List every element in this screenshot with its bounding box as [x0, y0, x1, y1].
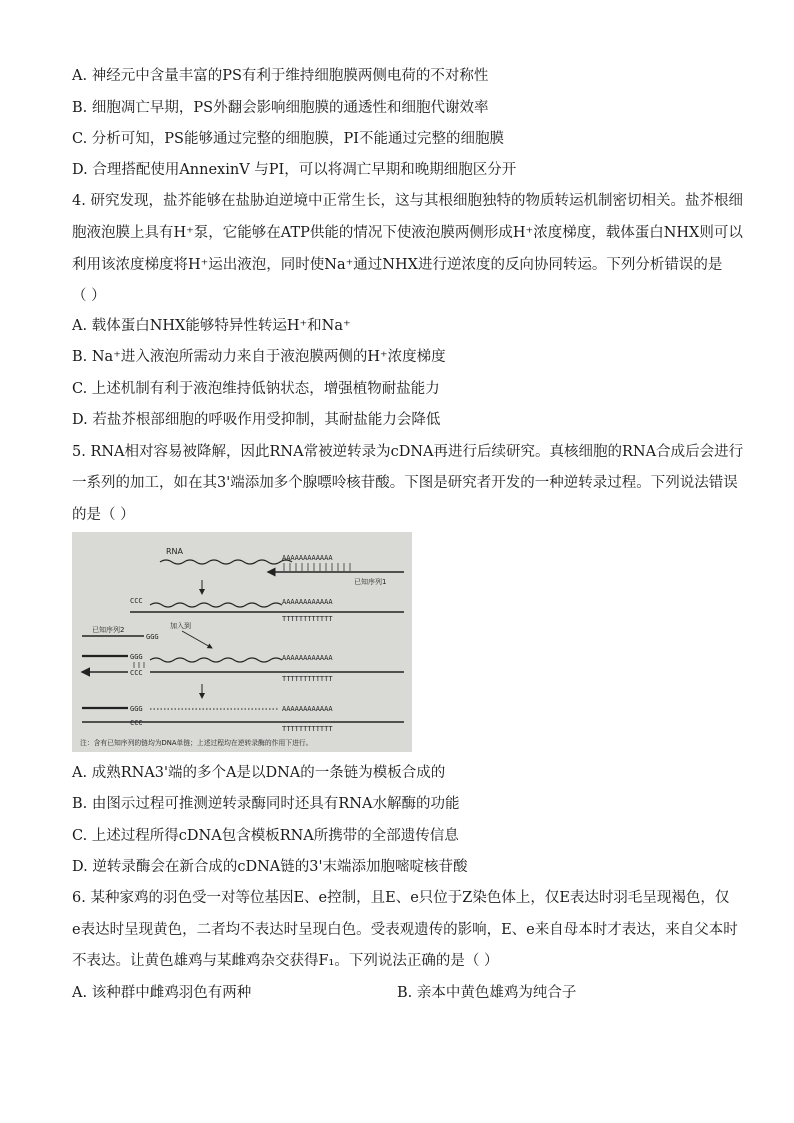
- q5-stem-line-2: 一系列的加工，如在其3'端添加多个腺嘌呤核苷酸。下图是研究者开发的一种逆转录过程。下列说法错误: [72, 475, 738, 491]
- q3-option-d: D. 合理搭配使用AnnexinV 与PI，可以将凋亡早期和晚期细胞区分开: [72, 162, 517, 178]
- q4-stem-line-4: （ ）: [72, 288, 106, 304]
- q4-option-d: D. 若盐芥根部细胞的呼吸作用受抑制，其耐盐能力会降低: [72, 412, 441, 428]
- q3-option-b: B. 细胞凋亡早期，PS外翻会影响细胞膜的通透性和细胞代谢效率: [72, 100, 489, 116]
- ccc-label-2: CCC: [130, 669, 143, 677]
- q5-option-c: C. 上述过程所得cDNA包含模板RNA所携带的全部遗传信息: [72, 828, 459, 844]
- q6-stem-line-1: 6. 某种家鸡的羽色受一对等位基因E、e控制，且E、e只位于Z染色体上，仅E表达时羽毛呈现褐色，仅: [72, 890, 730, 906]
- known-seq-1-label: 已知序列1: [354, 578, 387, 586]
- q5-option-b: B. 由图示过程可推测逆转录酶同时还具有RNA水解酶的功能: [72, 796, 460, 812]
- q4-stem-line-1: 4. 研究发现，盐芥能够在盐胁迫逆境中正常生长，这与其根细胞独特的物质转运机制密切相关。盐芥根细: [72, 193, 743, 209]
- ggg-label-3: GGG: [130, 705, 143, 713]
- known-seq-2-label: 已知序列2: [92, 626, 125, 634]
- rna-label: RNA: [166, 547, 184, 556]
- q5-option-d: D. 逆转录酶会在新合成的cDNA链的3'末端添加胞嘧啶核苷酸: [72, 859, 468, 875]
- ccc-label-3: CCC: [130, 719, 143, 727]
- q6-option-b: B. 亲本中黄色雄鸡为纯合子: [397, 985, 577, 1001]
- q6-stem-line-2: e表达时呈现黄色，二者均不表达时呈现白色。受表观遗传的影响，E、e来自母本时才表达，来自父本时: [72, 922, 738, 938]
- q6-option-a: A. 该种群中雌鸡羽色有两种: [72, 985, 252, 1001]
- rna-strand-2: [150, 603, 282, 607]
- q4-option-c: C. 上述机制有利于液泡维持低钠状态，增强植物耐盐能力: [72, 381, 440, 397]
- poly-a-4: AAAAAAAAAAAA: [282, 705, 333, 713]
- poly-a-1: AAAAAAAAAAAA: [282, 554, 333, 562]
- q4-stem-line-3: 利用该浓度梯度将H⁺运出液泡，同时使Na⁺通过NHX进行逆浓度的反向协同转运。下列分析错误的是: [72, 257, 723, 273]
- q4-option-a: A. 载体蛋白NHX能够特异性转运H⁺和Na⁺: [72, 318, 351, 334]
- poly-a-2: AAAAAAAAAAAA: [282, 598, 333, 606]
- q5-stem-line-3: 的是（ ）: [72, 507, 135, 523]
- reverse-transcription-figure: [72, 532, 412, 752]
- q6-stem-line-3: 不表达。让黄色雄鸡与某雌鸡杂交获得F₁。下列说法正确的是（ ）: [72, 953, 499, 969]
- ggg-label-1: GGG: [146, 633, 159, 641]
- base-pairs-1: [284, 563, 350, 571]
- rna-strand-3: [150, 658, 282, 662]
- poly-t-4: TTTTTTTTTTTT: [282, 725, 333, 733]
- q4-stem-line-2: 胞液泡膜上具有H⁺泵，它能够在ATP供能的情况下使液泡膜两侧形成H⁺浓度梯度，载体蛋白NHX则可以: [72, 225, 743, 241]
- poly-t-2: TTTTTTTTTTTT: [282, 615, 333, 623]
- rna-strand-1: [160, 560, 292, 564]
- add-to-arrow: [182, 631, 212, 648]
- ccc-ggg-pairs: [134, 662, 144, 668]
- add-to-label: 加入到: [170, 622, 191, 630]
- ggg-label-2: GGG: [130, 653, 143, 661]
- q4-option-b: B. Na⁺进入液泡所需动力来自于液泡膜两侧的H⁺浓度梯度: [72, 349, 446, 365]
- q3-option-c: C. 分析可知，PS能够通过完整的细胞膜，PI不能通过完整的细胞膜: [72, 131, 504, 147]
- q3-option-a: A. 神经元中含量丰富的PS有利于维持细胞膜两侧电荷的不对称性: [72, 68, 489, 84]
- poly-t-3: TTTTTTTTTTTT: [282, 675, 333, 683]
- q5-stem-line-1: 5. RNA相对容易被降解，因此RNA常被逆转录为cDNA再进行后续研究。真核细胞的RNA合成后会进行: [72, 444, 744, 460]
- poly-a-3: AAAAAAAAAAAA: [282, 654, 333, 662]
- ccc-label-1: CCC: [130, 597, 143, 605]
- q5-option-a: A. 成熟RNA3'端的多个A是以DNA的一条链为模板合成的: [72, 765, 446, 781]
- figure-note: 注：含有已知序列的链均为DNA单链；上述过程均在逆转录酶的作用下进行。: [80, 739, 313, 747]
